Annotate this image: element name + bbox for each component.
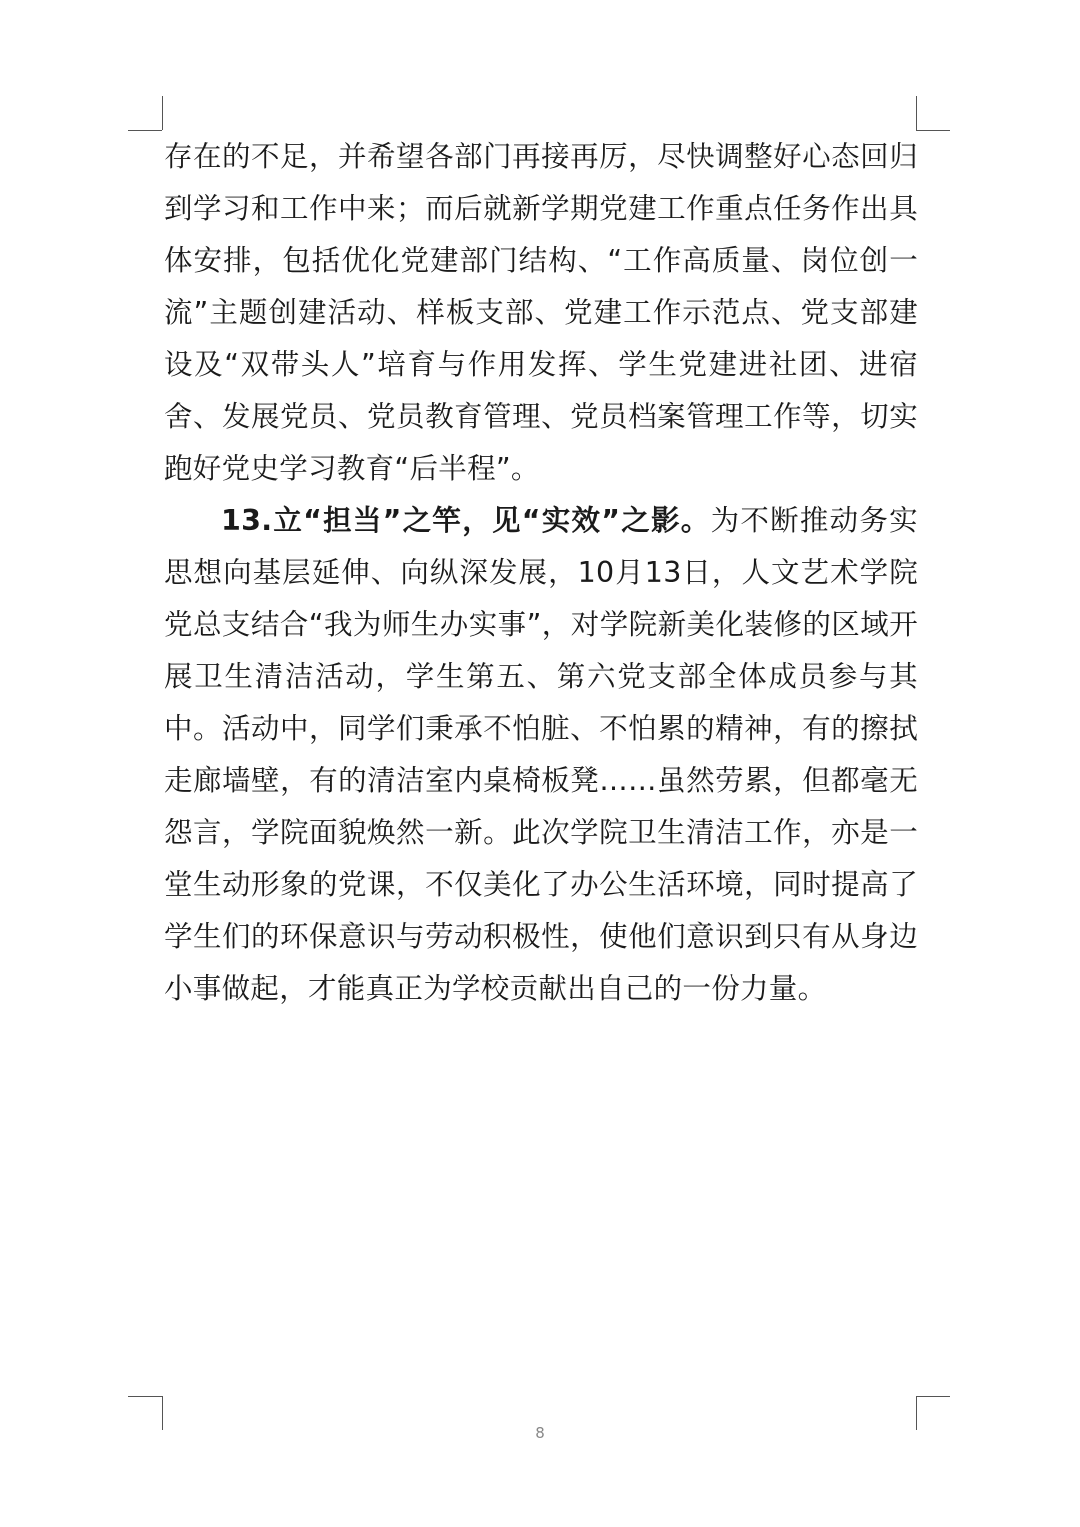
page-number: 8 (535, 1424, 545, 1442)
section-13-heading: 13.立“担当”之竿，见“实效”之影。 (221, 504, 711, 537)
section-13-body: 为不断推动务实思想向基层延伸、向纵深发展，10月13日，人文艺术学院党总支结合“我为师生办实事”，对学院新美化装修的区域开展卫生清洁活动，学生第五、第六党支部全体成员参与其中。活动中，同学们秉承不怕脏、不怕累的精神，有的擦拭走廊墙壁，有的清洁室内桌椅板凳……虽然劳累，但都毫无怨言，学院面貌焕然一新。此次学院卫生清洁工作，亦是一堂生动形象的党课，不仅美化了办公生活环境，同时提高了学生们的环保意识与劳动积极性，使他们意识到只有从身边小事做起，才能真正为学校贡献出自己的一份力量。 (164, 504, 918, 1005)
paragraph-continued: 存在的不足，并希望各部门再接再厉，尽快调整好心态回归到学习和工作中来；而后就新学期党建工作重点任务作出具体安排，包括优化党建部门结构、“工作高质量、岗位创一流”主题创建活动、样板支部、党建工作示范点、党支部建设及“双带头人”培育与作用发挥、学生党建进社团、进宿舍、发展党员、党员教育管理、党员档案管理工作等，切实跑好党史学习教育“后半程”。 (164, 140, 918, 485)
document-body (164, 131, 918, 1015)
section-13-paragraph (164, 495, 918, 1015)
